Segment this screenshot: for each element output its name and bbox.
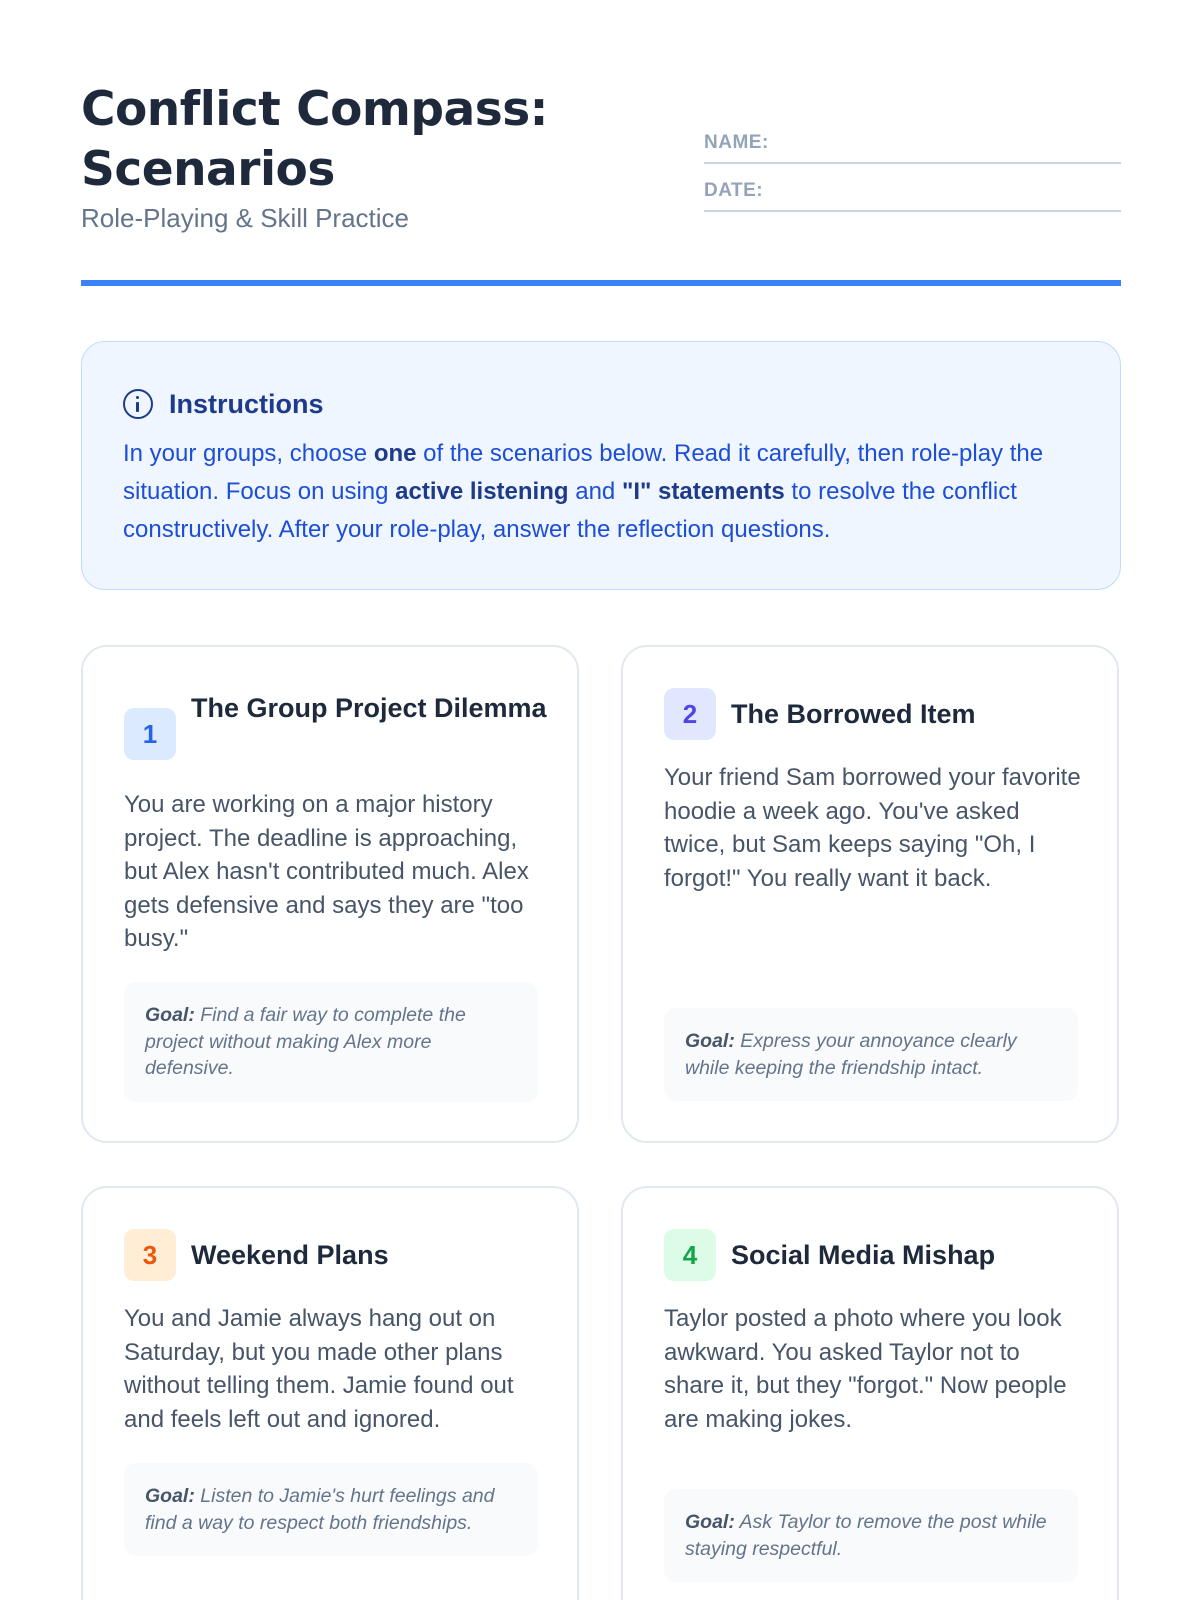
name-label: NAME:: [704, 132, 769, 153]
instructions-panel: [81, 341, 1121, 590]
scenario-goal: Goal: Ask Taylor to remove the post while staying respectful.: [664, 1489, 1078, 1582]
scenario-card[interactable]: [621, 645, 1119, 1143]
scenario-goal: Goal: Find a fair way to complete the project without making Alex more defensive.: [124, 982, 538, 1102]
worksheet-header: [81, 80, 1121, 286]
scenario-goal: Goal: Express your annoyance clearly while keeping the friendship intact.: [664, 1008, 1078, 1101]
header-divider: [81, 280, 1121, 286]
scenario-title: The Group Project Dilemma: [191, 693, 547, 723]
scenario-number-badge: 3: [124, 1229, 176, 1281]
scenario-number-badge: 4: [664, 1229, 716, 1281]
date-label: DATE:: [704, 180, 764, 201]
instructions-text: In your groups, choose one of the scenarios below. Read it carefully, then role-play the situation. Focus on using active listening and "I" statements to resolve the conflict constructively. After your role-play, answer the reflection questions.: [123, 440, 1044, 543]
scenario-title: The Borrowed Item: [731, 699, 976, 729]
scenario-title: Weekend Plans: [191, 1240, 389, 1270]
student-fields: [704, 116, 1121, 212]
scenario-number-badge: 1: [124, 708, 176, 760]
scenario-card[interactable]: [81, 1186, 579, 1600]
scenario-description: Your friend Sam borrowed your favorite hoodie a week ago. You've asked twice, but Sam keeps saying "Oh, I forgot!" You really want it back.: [664, 764, 1081, 892]
page-title: Conflict Compass: Scenarios: [81, 82, 548, 197]
worksheet-page: [81, 0, 1121, 1600]
scenario-number-badge: 2: [664, 688, 716, 740]
scenario-description: You and Jamie always hang out on Saturday, but you made other plans without telling them. Jamie found out and feels left out and ignored.: [124, 1305, 514, 1433]
scenario-description: You are working on a major history project. The deadline is approaching, but Alex hasn't contributed much. Alex gets defensive and says they are "too busy.": [124, 791, 529, 952]
instructions-heading: [123, 388, 324, 420]
scenario-description: Taylor posted a photo where you look awkward. You asked Taylor not to share it, but they "forgot." Now people are making jokes.: [664, 1305, 1067, 1433]
scenario-card[interactable]: [81, 645, 579, 1143]
scenario-title: Social Media Mishap: [731, 1240, 996, 1270]
scenario-goal: Goal: Listen to Jamie's hurt feelings and find a way to respect both friendships.: [124, 1463, 538, 1556]
name-field[interactable]: [704, 116, 1121, 164]
instructions-title: Instructions: [169, 388, 324, 419]
scenario-card[interactable]: [621, 1186, 1119, 1600]
info-icon: [123, 389, 153, 419]
date-field[interactable]: [704, 164, 1121, 212]
page-subtitle: Role-Playing & Skill Practice: [81, 203, 410, 233]
